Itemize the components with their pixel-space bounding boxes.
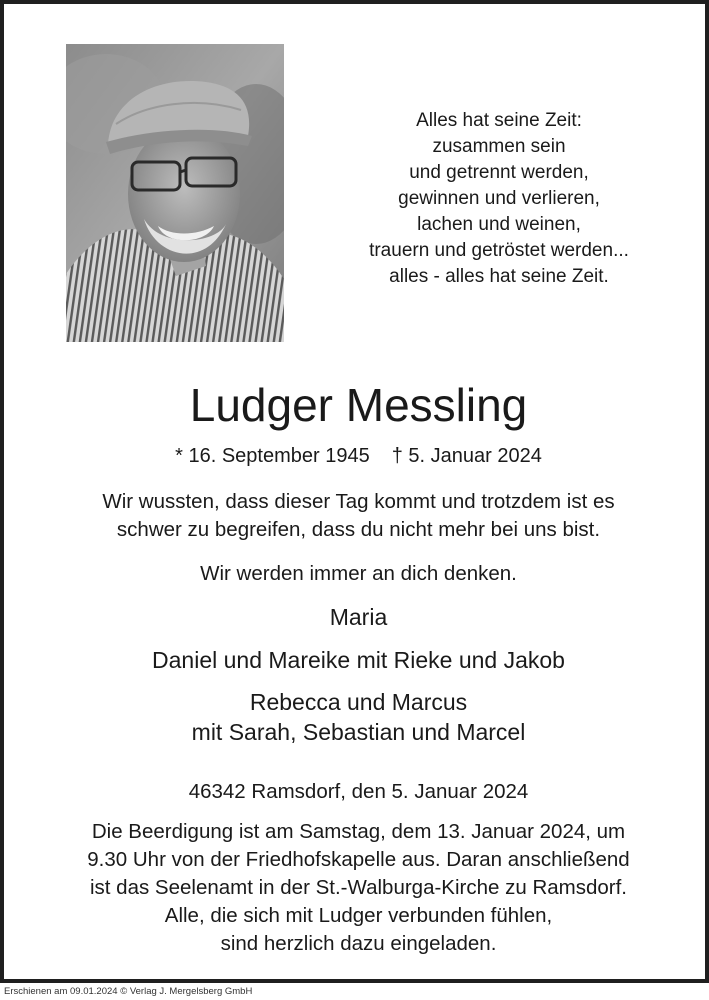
life-dates [8, 442, 709, 470]
invitation-line: sind herzlich dazu eingeladen. [220, 932, 497, 955]
poem-line: Alles hat seine Zeit: [416, 110, 582, 131]
intro-line: schwer zu begreifen, dass du nicht mehr bei uns bist. [116, 518, 601, 541]
funeral-line: Die Beerdigung ist am Samstag, dem 13. Januar 2024, um [91, 820, 626, 843]
family-line: mit Sarah, Sebastian und Marcel [191, 719, 526, 745]
funeral-details [8, 818, 709, 902]
poem-line: trauern und getröstet werden... [369, 240, 629, 261]
poem [314, 108, 684, 290]
publication-footer: Erschienen am 09.01.2024 © Verlag J. Mergelsberg GmbH [0, 983, 709, 1000]
deceased-name: Ludger Messling [189, 379, 528, 431]
place-date: 46342 Ramsdorf, den 5. Januar 2024 [188, 780, 529, 803]
invitation-line: Alle, die sich mit Ludger verbunden fühlen, [164, 904, 553, 927]
intro-message [8, 488, 709, 544]
funeral-line: 9.30 Uhr von der Friedhofskapelle aus. Daran anschließend [87, 848, 630, 871]
family-group [8, 687, 709, 747]
poem-line: zusammen sein [432, 136, 566, 157]
portrait-photo [66, 44, 284, 342]
poem-line: und getrennt werden, [409, 162, 589, 183]
poem-line: gewinnen und verlieren, [398, 188, 600, 209]
family-line: Rebecca und Marcus [249, 689, 468, 715]
intro-line: Wir wussten, dass dieser Tag kommt und trotzdem ist es [102, 490, 615, 513]
family-line: Daniel und Mareike mit Rieke und Jakob [152, 647, 565, 673]
funeral-line: ist das Seelenamt in der St.-Walburga-Kirche zu Ramsdorf. [89, 876, 627, 899]
birth-date: * 16. September 1945 [175, 445, 370, 467]
death-date: † 5. Januar 2024 [391, 445, 542, 467]
poem-line: alles - alles hat seine Zeit. [389, 266, 609, 287]
remembrance-line: Wir werden immer an dich denken. [200, 562, 517, 585]
poem-line: lachen und weinen, [417, 214, 581, 235]
family-line: Maria [329, 604, 388, 630]
invitation [8, 902, 709, 958]
